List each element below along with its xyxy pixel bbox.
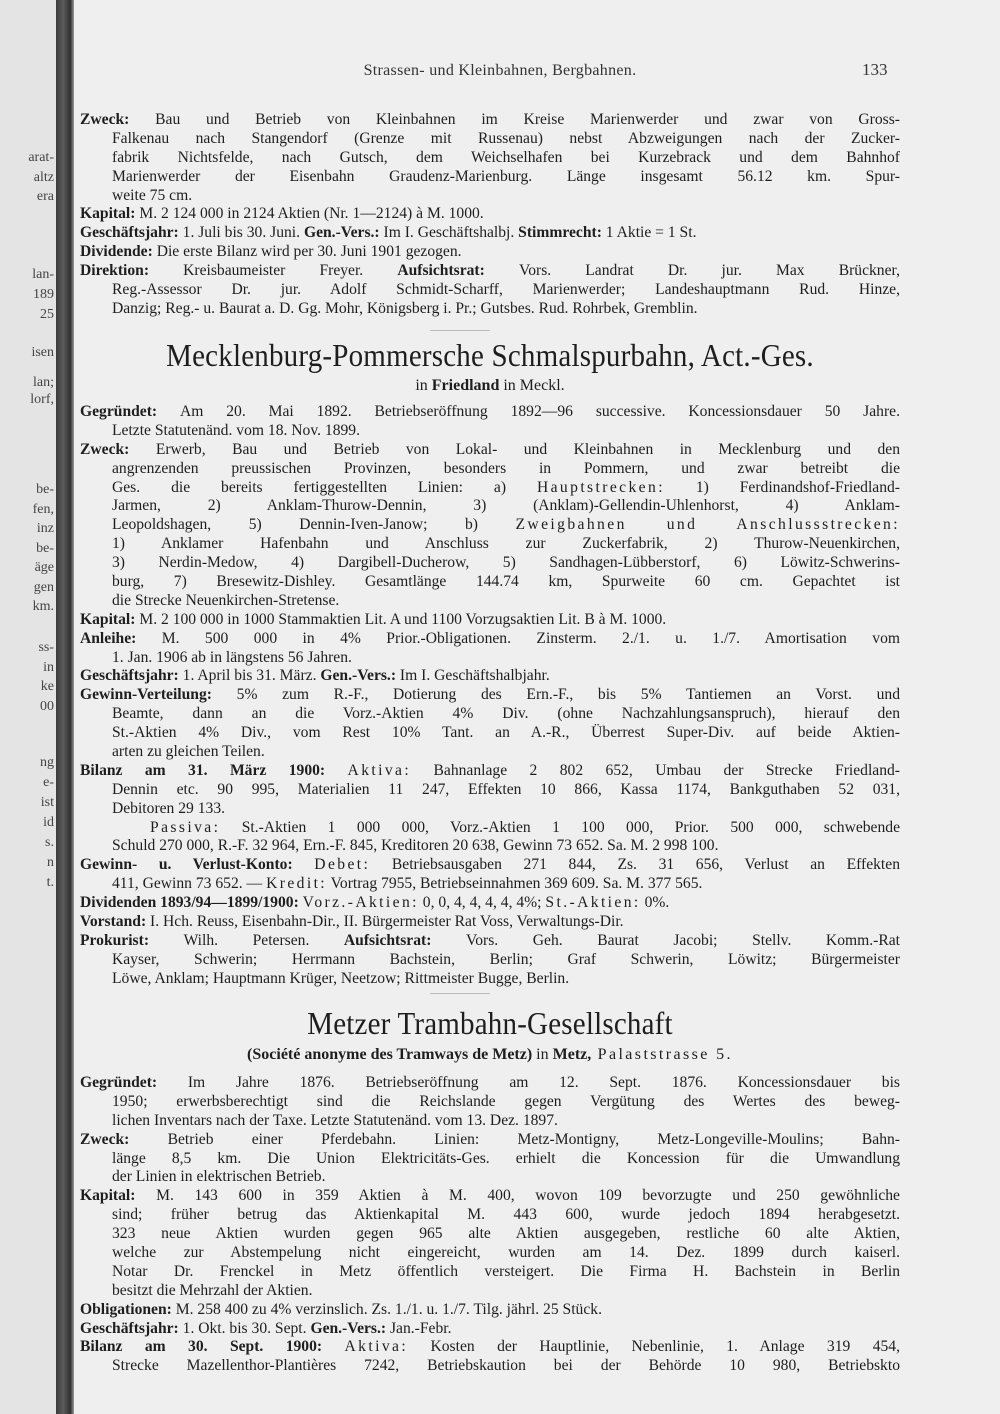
- text-line: [80, 611, 900, 630]
- entry-text: Palaststrasse 5.: [591, 1046, 733, 1063]
- text-line: [80, 441, 900, 460]
- entry-label: (Société anonyme des Tramways de Metz): [247, 1046, 533, 1063]
- entry-label: Geschäftsjahr:: [80, 667, 183, 685]
- entry-text: arten zu gleichen Teilen.: [112, 743, 265, 761]
- entry-text: der Linien in elektrischen Betrieb.: [112, 1168, 326, 1186]
- text-line: [80, 205, 900, 224]
- entry-text: lichen Inventars nach der Taxe. Letzte Statutenänd. vom 13. Dez. 1897.: [112, 1111, 558, 1129]
- entry-label: Geschäftsjahr:: [80, 1319, 183, 1337]
- entry-label: Gegründet:: [80, 403, 180, 420]
- text-line: [112, 1093, 900, 1112]
- company-title-metz: Metzer Trambahn-Gesellschaft: [307, 1006, 673, 1042]
- text-line: [80, 1301, 900, 1320]
- entry-text: Beamte, dann an die Vorz.-Aktien 4% Div. (ohne Nachzahlungsanspruch), hierauf den: [112, 705, 900, 723]
- entry-label: Kapital:: [80, 1187, 157, 1205]
- facing-page-fragment: in: [43, 660, 54, 675]
- entry-label: Prokurist:: [80, 931, 184, 949]
- entry-label: Dividende:: [80, 243, 157, 261]
- text-line: [112, 705, 900, 724]
- facing-page-fragment: t.: [46, 875, 54, 890]
- facing-page-fragment: inz: [36, 521, 54, 536]
- facing-page-fragment: be-: [36, 482, 54, 497]
- entry-label: Gen.-Vers.:: [320, 667, 400, 685]
- entry-text: Betrieb einer Pferdebahn. Linien: Metz-Montigny, Metz-Longeville-Moulins; Bahn-: [167, 1130, 900, 1148]
- entry-text: Zweigbahnen und Anschlussstrecken:: [515, 516, 900, 534]
- entry-text: Aktiva:: [344, 1338, 409, 1356]
- facing-page-fragment: n: [47, 855, 54, 870]
- entry-text: 0%.: [640, 894, 670, 912]
- entry-text: in Meckl.: [499, 377, 565, 394]
- text-line: [150, 819, 900, 838]
- text-line: [80, 932, 900, 951]
- text-line: [112, 149, 900, 168]
- entry: [80, 1074, 900, 1131]
- entry-text: welche zur Abstempelung nicht eingereicht, wurden am 14. Dez. 1899 durch kaiserl.: [112, 1244, 900, 1262]
- text-line: [112, 837, 900, 856]
- entry-label: Kapital:: [80, 610, 140, 628]
- company-subtitle-mecklenburg: [80, 377, 900, 395]
- entry-text: Wilh. Petersen.: [183, 931, 344, 949]
- text-line: [112, 460, 900, 479]
- facing-page-fragment: 25: [40, 307, 54, 322]
- facing-page-fragment: 00: [40, 699, 54, 714]
- entry: [80, 1320, 900, 1339]
- entry-text: 1. Okt. bis 30. Sept.: [182, 1319, 311, 1337]
- text-line: [80, 224, 900, 243]
- company-subtitle-metz: [80, 1046, 900, 1064]
- text-line: [112, 168, 900, 187]
- entry-text: in: [415, 377, 432, 394]
- entry-text: länge 8,5 km. Die Union Elektricitäts-Ges. erhielt die Koncession für die Umwandlung: [112, 1149, 900, 1167]
- entry: [80, 441, 900, 611]
- text-line: [112, 130, 900, 149]
- text-line: [112, 724, 900, 743]
- entry-label: Aufsichtsrat:: [397, 262, 519, 280]
- entry-text: M. 258 400 zu 4% verzinslich. Zs. 1./1. u. 1./7. Tilg. jährl. 25 Stück.: [175, 1300, 602, 1318]
- entry-text: Jarmen, 2) Anklam-Thurow-Dennin, 3) (Anklam)-Gellendin-Uhlenhorst, 4) Anklam-: [112, 497, 900, 515]
- entry-text: M. 2 100 000 in 1000 Stammaktien Lit. A und 1100 Vorzugsaktien Lit. B à M. 1000.: [139, 610, 667, 628]
- entry-text: Vorz.-Aktien:: [302, 894, 419, 912]
- entry-label: Gen.-Vers.:: [310, 1319, 390, 1337]
- facing-page-fragment: e-: [43, 775, 54, 790]
- entry-text: fabrik Nichtsfelde, nach Gutsch, dem Weichselhafen bei Kurzebrack und dem Bahnhof: [112, 148, 900, 166]
- entry-text: 1950; erwerbsberechtigt sind die Reichslande gegen Vergütung des Wertes des beweg-: [112, 1092, 900, 1110]
- entry-label: Stimmrecht:: [518, 224, 606, 242]
- divider: [430, 330, 490, 331]
- entry: [80, 111, 900, 205]
- text-line: [112, 187, 900, 206]
- text-line: [112, 516, 900, 535]
- running-head: Strassen- und Kleinbahnen, Bergbahnen.: [363, 62, 637, 79]
- text-line: [112, 535, 900, 554]
- text-line: [112, 649, 900, 668]
- section-mecklenburg: [80, 403, 900, 989]
- entry-text: Erwerb, Bau und Betrieb von Lokal- und Kleinbahnen in Mecklenburg und den: [155, 440, 900, 458]
- entry-text: Strecke Mazellenthor-Plantières 7242, Betriebskaution bei der Behörde 10 980, Betriebskto: [112, 1357, 900, 1375]
- facing-page-fragment: arat-: [28, 150, 54, 165]
- entry: [80, 1301, 900, 1320]
- entry-label: Zweck:: [80, 111, 156, 128]
- text-line: [112, 497, 900, 516]
- entry-label: Obligationen:: [80, 1300, 176, 1318]
- text-line: [80, 403, 900, 422]
- section-marienwerder-continued: [80, 111, 900, 319]
- entry-text: 3) Nerdin-Medow, 4) Dargibell-Ducherow, 5) Sandhagen-Lübberstorf, 6) Löwitz-Schwerins-: [112, 554, 900, 572]
- entry-text: Debitoren 29 133.: [112, 799, 226, 817]
- text-line: [80, 1131, 900, 1150]
- entry-label: Bilanz am 31. März 1900:: [80, 761, 348, 779]
- entry-label: Bilanz am 30. Sept. 1900:: [80, 1338, 345, 1356]
- entry-text: Im I. Geschäftshalbjahr.: [399, 667, 550, 685]
- facing-page-fragment: be-: [36, 541, 54, 556]
- text-line: [112, 743, 900, 762]
- text-line: [80, 111, 900, 130]
- entry-text: Danzig; Reg.- u. Baurat a. D. Gg. Mohr, Königsberg i. Pr.; Gutsbes. Rud. Rohrbek, Gremblin.: [112, 299, 698, 317]
- entry: [80, 243, 900, 262]
- entry-text: Debet:: [314, 856, 371, 874]
- entry: [80, 686, 900, 762]
- facing-page-fragment: lan;: [33, 375, 54, 390]
- facing-page-fragment: lan-: [32, 267, 54, 282]
- entry-text: die Strecke Neuenkirchen-Stretense.: [112, 591, 340, 609]
- entry: [80, 262, 900, 319]
- entry-text: M. 143 600 in 359 Aktien à M. 400, wovon 109 bevorzugte und 250 gewöhnliche: [156, 1187, 900, 1205]
- entry-text: sind; früher betrug das Aktienkapital M. 443 600, wurde jedoch 1894 herabgesetzt.: [112, 1206, 900, 1224]
- entry-label: Aufsichtsrat:: [343, 931, 466, 949]
- entry-text: Kreisbaumeister Freyer.: [183, 262, 398, 280]
- text-line: [112, 1282, 900, 1301]
- facing-page-fragment: km.: [32, 599, 54, 614]
- entry-label: Zweck:: [80, 1130, 168, 1148]
- text-line: [80, 630, 900, 649]
- facing-page-fragment: ng: [40, 755, 54, 770]
- entry-text: burg, 7) Bresewitz-Dishley. Gesamtlänge 144.74 km, Spurweite 60 cm. Gepachtet ist: [112, 573, 900, 591]
- entry-text: Dennin etc. 90 995, Materialien 11 247, Effekten 10 866, Kassa 1174, Bankguthaben 52 031,: [112, 780, 900, 798]
- text-line: [112, 573, 900, 592]
- entry-text: Schuld 270 000, R.-F. 32 964, Ern.-F. 845, Kreditoren 20 638, Gewinn 73 652. Sa. M. 2 998 100.: [112, 837, 719, 855]
- entry: [80, 932, 900, 989]
- text-line: [112, 281, 900, 300]
- text-line: [112, 592, 900, 611]
- entry-label: Gen.-Vers.:: [303, 224, 384, 242]
- entry-text: Jan.-Febr.: [389, 1319, 452, 1337]
- text-line: [112, 1225, 900, 1244]
- entry-label: Gewinn-Verteilung:: [80, 686, 237, 704]
- entry-text: Ges. die bereits fertiggestellten Linien: a): [112, 478, 537, 496]
- text-line: [112, 479, 900, 498]
- entry: [80, 1187, 900, 1300]
- entry: [80, 856, 900, 894]
- entry-label: Direktion:: [80, 262, 184, 280]
- entry-text: M. 2 124 000 in 2124 Aktien (Nr. 1—2124) à M. 1000.: [139, 205, 484, 223]
- entry-text: I. Hch. Reuss, Eisenbahn-Dir., II. Bürgermeister Rat Voss, Verwaltungs-Dir.: [150, 913, 624, 931]
- entry-text: Passiva:: [150, 818, 221, 836]
- entry: [80, 667, 900, 686]
- entry-text: besitzt die Mehrzahl der Aktien.: [112, 1281, 313, 1299]
- entry-text: angrenzenden preussischen Provinzen, besonders in Pommern, und zwar betreibt die: [112, 459, 900, 477]
- text-line: [80, 856, 900, 875]
- text-line: [80, 1320, 900, 1339]
- entry-text: 1 Aktie = 1 St.: [605, 224, 697, 242]
- entry-text: Kredit:: [266, 875, 328, 893]
- text-line: [80, 1338, 900, 1357]
- entry-label: Kapital:: [80, 205, 140, 223]
- text-line: [112, 1112, 900, 1131]
- entry: [80, 913, 900, 932]
- entry-label: Friedland: [431, 377, 500, 394]
- entry-label: Dividenden 1893/94—1899/1900:: [80, 894, 303, 912]
- facing-page-fragment: isen: [31, 345, 54, 360]
- entry-text: Leopoldshagen, 5) Dennin-Iven-Janow; b): [112, 516, 516, 534]
- entry-text: Vortrag 7955, Betriebseinnahmen 369 609. Sa. M. 377 565.: [327, 875, 703, 893]
- entry-text: 1) Anklamer Hafenbahn und Anschluss zur Zuckerfabrik, 2) Thurow-Neuenkirchen,: [112, 535, 900, 553]
- entry-label: Vorstand:: [80, 913, 151, 931]
- text-line: [80, 686, 900, 705]
- book-gutter: [56, 0, 74, 1414]
- text-line: [112, 1168, 900, 1187]
- entry: [80, 630, 900, 668]
- facing-page-fragment: altz: [33, 170, 54, 185]
- facing-page-fragment: fen,: [32, 502, 54, 517]
- text-line: [112, 1263, 900, 1282]
- entry-text: Löwe, Anklam; Hauptmann Krüger, Neetzow; Rittmeister Bugge, Berlin.: [112, 969, 570, 987]
- entry: [80, 1131, 900, 1188]
- entry-text: Im I. Geschäftshalbj.: [383, 224, 519, 242]
- entry: [80, 819, 900, 857]
- facing-page-fragment: era: [36, 189, 54, 204]
- text-line: [80, 262, 900, 281]
- text-line: [112, 800, 900, 819]
- entry-text: Aktiva:: [347, 761, 412, 779]
- text-line: [80, 894, 900, 913]
- entry: [80, 611, 900, 630]
- entry-text: Marienwerder der Eisenbahn Graudenz-Marienburg. Länge insgesamt 56.12 km. Spur-: [112, 167, 900, 185]
- entry-text: Letzte Statutenänd. vom 18. Nov. 1899.: [112, 421, 361, 439]
- entry-text: Kosten der Hauptlinie, Nebenlinie, 1. Anlage 319 454,: [408, 1338, 900, 1356]
- facing-page-fragment: gen: [33, 580, 54, 595]
- entry-text: Falkenau nach Stangendorf (Grenze mit Russenau) nebst Abzweigungen nach der Zucker-: [112, 129, 900, 147]
- entry-text: Betriebsausgaben 271 844, Zs. 31 656, Verlust an Effekten: [370, 856, 900, 874]
- entry-text: Vors. Landrat Dr. jur. Max Brückner,: [518, 262, 900, 280]
- text-line: [80, 1074, 900, 1093]
- entry-label: Gegründet:: [80, 1074, 188, 1091]
- entry: [80, 894, 900, 913]
- entry-text: Kayser, Schwerin; Herrmann Bachstein, Berlin; Graf Schwerin, Löwitz; Bürgermeister: [112, 950, 900, 968]
- entry-text: St.-Aktien 1 000 000, Vorz.-Aktien 1 100 000, Prior. 500 000, schwebende: [220, 818, 900, 836]
- text-line: [80, 762, 900, 781]
- entry: [80, 403, 900, 441]
- entry-label: Geschäftsjahr:: [80, 224, 183, 242]
- entry-label: Anleihe:: [80, 629, 162, 647]
- entry-text: 411, Gewinn 73 652. —: [112, 875, 267, 893]
- entry-text: 1. April bis 31. März.: [182, 667, 321, 685]
- facing-page-edge: [0, 0, 56, 1414]
- facing-page-fragment: ke: [40, 679, 54, 694]
- facing-page-fragment: ss-: [38, 640, 54, 655]
- entry-text: 0, 0, 4, 4, 4, 4, 4%;: [418, 894, 546, 912]
- facing-page-fragment: äge: [34, 560, 54, 575]
- entry-label: Gewinn- u. Verlust-Konto:: [80, 856, 315, 874]
- text-line: [112, 554, 900, 573]
- text-line: [80, 913, 900, 932]
- text-line: [80, 243, 900, 262]
- entry-text: Hauptstrecken:: [536, 478, 665, 496]
- entry-text: 1) Ferdinandshof-Friedland-: [664, 478, 900, 496]
- entry-text: Am 20. Mai 1892. Betriebseröffnung 1892—96 successive. Koncessionsdauer 50 Jahre.: [179, 403, 900, 420]
- facing-page-fragment: lorf,: [30, 392, 54, 407]
- entry-text: Notar Dr. Frenckel in Metz öffentlich versteigert. Die Firma H. Bachstein in Berlin: [112, 1262, 900, 1280]
- entry: [80, 205, 900, 224]
- facing-page-fragment: id: [43, 815, 54, 830]
- facing-page-fragment: s.: [45, 835, 54, 850]
- text-line: [80, 667, 900, 686]
- text-line: [112, 422, 900, 441]
- page-number: 133: [862, 60, 888, 79]
- text-line: [112, 1244, 900, 1263]
- entry-label: Metz,: [552, 1046, 592, 1063]
- entry-text: St.-Aktien:: [545, 894, 641, 912]
- entry-text: 5% zum R.-F., Dotierung des Ern.-F., bis 5% Tantiemen an Vorst. und: [236, 686, 900, 704]
- entry-text: 323 neue Aktien wurden gegen 965 alte Aktien ausgegeben, restliche 60 alte Aktien,: [112, 1225, 900, 1243]
- section-metz: [80, 1074, 900, 1376]
- entry: [80, 762, 900, 819]
- text-line: [112, 1357, 900, 1376]
- text-line: [112, 300, 900, 319]
- entry-text: St.-Aktien 4% Div., vom Rest 10% Tant. an A.-R., Überrest Super-Div. auf beide Aktien-: [112, 724, 900, 742]
- entry-text: Im Jahre 1876. Betriebseröffnung am 12. Sept. 1876. Koncessionsdauer bis: [187, 1074, 900, 1091]
- entry-text: Reg.-Assessor Dr. jur. Adolf Schmidt-Scharff, Marienwerder; Landeshauptmann Rud. Hinze,: [112, 281, 900, 299]
- entry-text: Bau und Betrieb von Kleinbahnen im Kreise Marienwerder und zwar von Gross-: [155, 111, 900, 128]
- facing-page-fragment: ist: [40, 795, 54, 810]
- text-line: [112, 970, 900, 989]
- entry-label: Zweck:: [80, 440, 156, 458]
- entry-text: M. 500 000 in 4% Prior.-Obligationen. Zinsterm. 2./1. u. 1./7. Amortisation vom: [161, 629, 900, 647]
- entry-text: 1. Juli bis 30. Juni.: [182, 224, 304, 242]
- divider: [430, 993, 490, 994]
- company-title-mecklenburg: Mecklenburg-Pommersche Schmalspurbahn, Act.-Ges.: [166, 338, 814, 374]
- text-line: [112, 1150, 900, 1169]
- text-line: [112, 951, 900, 970]
- text-line: [112, 1206, 900, 1225]
- entry-text: Vors. Geh. Baurat Jacobi; Stellv. Komm.-Rat: [465, 931, 900, 949]
- entry: [80, 224, 900, 243]
- entry-text: 1. Jan. 1906 ab in längstens 56 Jahren.: [112, 648, 352, 666]
- entry-text: Die erste Bilanz wird per 30. Juni 1901 gezogen.: [156, 243, 462, 261]
- text-line: [112, 875, 900, 894]
- entry-text: Bahnanlage 2 802 652, Umbau der Strecke Friedland-: [411, 761, 900, 779]
- entry: [80, 1338, 900, 1376]
- entry-text: in: [532, 1046, 553, 1063]
- text-line: [80, 1187, 900, 1206]
- facing-page-fragment: 189: [33, 287, 54, 302]
- entry-text: weite 75 cm.: [112, 186, 193, 204]
- text-line: [112, 781, 900, 800]
